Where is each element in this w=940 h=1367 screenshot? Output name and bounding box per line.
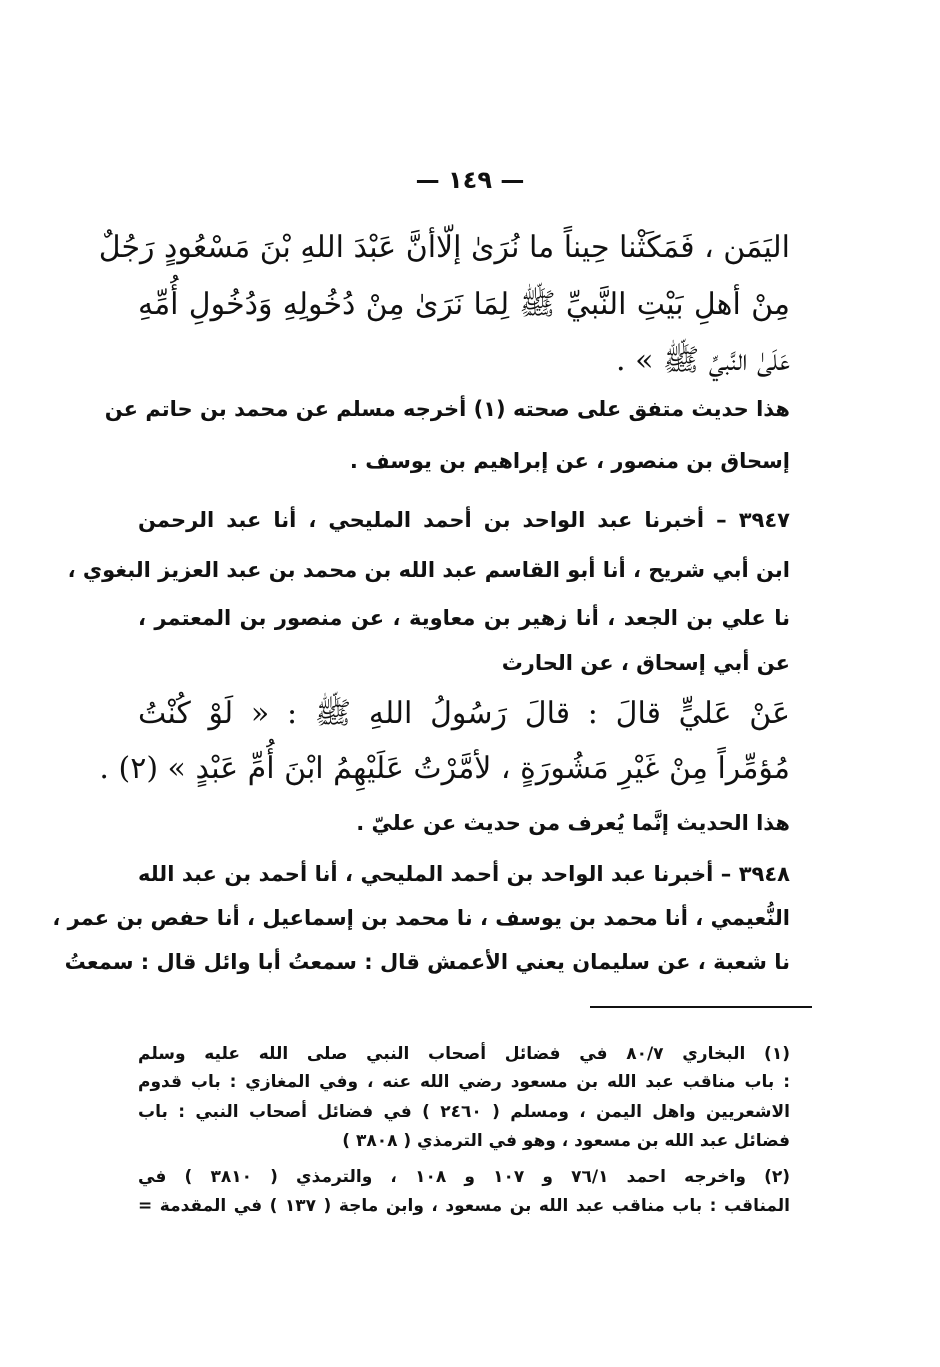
isnad-line: عن أبي إسحاق ، عن الحارث xyxy=(501,651,790,675)
isnad-line: ٣٩٤٧ – أخبرنا عبد الواحد بن أحمد المليحي ، أنا عبد الرحمن xyxy=(138,508,790,532)
isnad-line: ٣٩٤٨ – أخبرنا عبد الواحد بن أحمد المليحي ، أنا أحمد بن عبد الله xyxy=(138,862,790,886)
footnote-line: الاشعريين واهل اليمن ، ومسلم ( ٢٤٦٠ ) في فضائل أصحاب النبي : باب xyxy=(138,1102,790,1122)
isnad-line: ابن أبي شريح ، أنا أبو القاسم عبد الله بن محمد بن عبد العزيز البغوي ، xyxy=(67,558,790,582)
isnad-line: نا علي بن الجعد ، أنا زهير بن معاوية ، عن منصور بن المعتمر ، xyxy=(138,606,790,630)
isnad-line: نا شعبة ، عن سليمان يعني الأعمش قال : سمعتُ أبا وائل قال : سمعتُ xyxy=(64,950,790,974)
footnote-line: (١) البخاري ٨٠/٧ في فضائل أصحاب النبي صلى الله عليه وسلم xyxy=(138,1044,790,1064)
hadith-text-line: اليَمَن ، فَمَكَثْنا حِيناً ما نُرَىٰ إلّاأنَّ عَبْدَ اللهِ بْنَ مَسْعُودٍ رَجُلٌ xyxy=(98,230,790,265)
isnad-line: النُّعيمي ، أنا محمد بن يوسف ، نا محمد بن إسماعيل ، أنا حفص بن عمر ، xyxy=(52,906,790,930)
footnote-line: فضائل عبد الله بن مسعود ، وهو في الترمذي ( ٣٨٠٨ ) xyxy=(342,1131,790,1151)
hadith-text-line: مُؤمِّراً مِنْ غَيْرِ مَشُورَةٍ ، لأمَّرْتُ عَلَيْهِمُ ابْنَ أُمِّ عَبْدٍ » (٢) . xyxy=(99,751,790,786)
commentary-line: إسحاق بن منصور ، عن إبراهيم بن يوسف . xyxy=(349,449,790,473)
hadith-text-line: مِنْ أهلِ بَيْتِ النَّبيِّ ﷺ لِمَا نَرَىٰ مِنْ دُخُولِهِ وَدُخُولِ أُمِّهِ xyxy=(138,287,790,322)
footnote-separator xyxy=(590,1006,812,1008)
footnote-line: : باب مناقب عبد الله بن مسعود رضي الله عنه ، وفي المغازي : باب قدوم xyxy=(138,1072,790,1092)
commentary-line: هذا حديث متفق على صحته (١) أخرجه مسلم عن محمد بن حاتم عن xyxy=(104,397,790,421)
footnote-line: المناقب : باب مناقب عبد الله بن مسعود ، وابن ماجة ( ١٣٧ ) في المقدمة = xyxy=(138,1196,790,1216)
commentary-line: هذا الحديث إنَّما يُعرف من حديث عن عليّ . xyxy=(356,811,790,835)
hadith-text-line: عَلَىٰ النَّبيِّ ﷺ » . xyxy=(616,343,790,378)
page-number: — ١٤٩ — xyxy=(415,166,525,194)
hadith-text-line: عَنْ عَليٍّ قالَ : قالَ رَسُولُ اللهِ ﷺ : « لَوْ كُنْتُ xyxy=(138,696,790,731)
footnote-line: (٢) واخرجه احمد ٧٦/١ و ١٠٧ و ١٠٨ ، والترمذي ( ٣٨١٠ ) في xyxy=(138,1167,791,1187)
